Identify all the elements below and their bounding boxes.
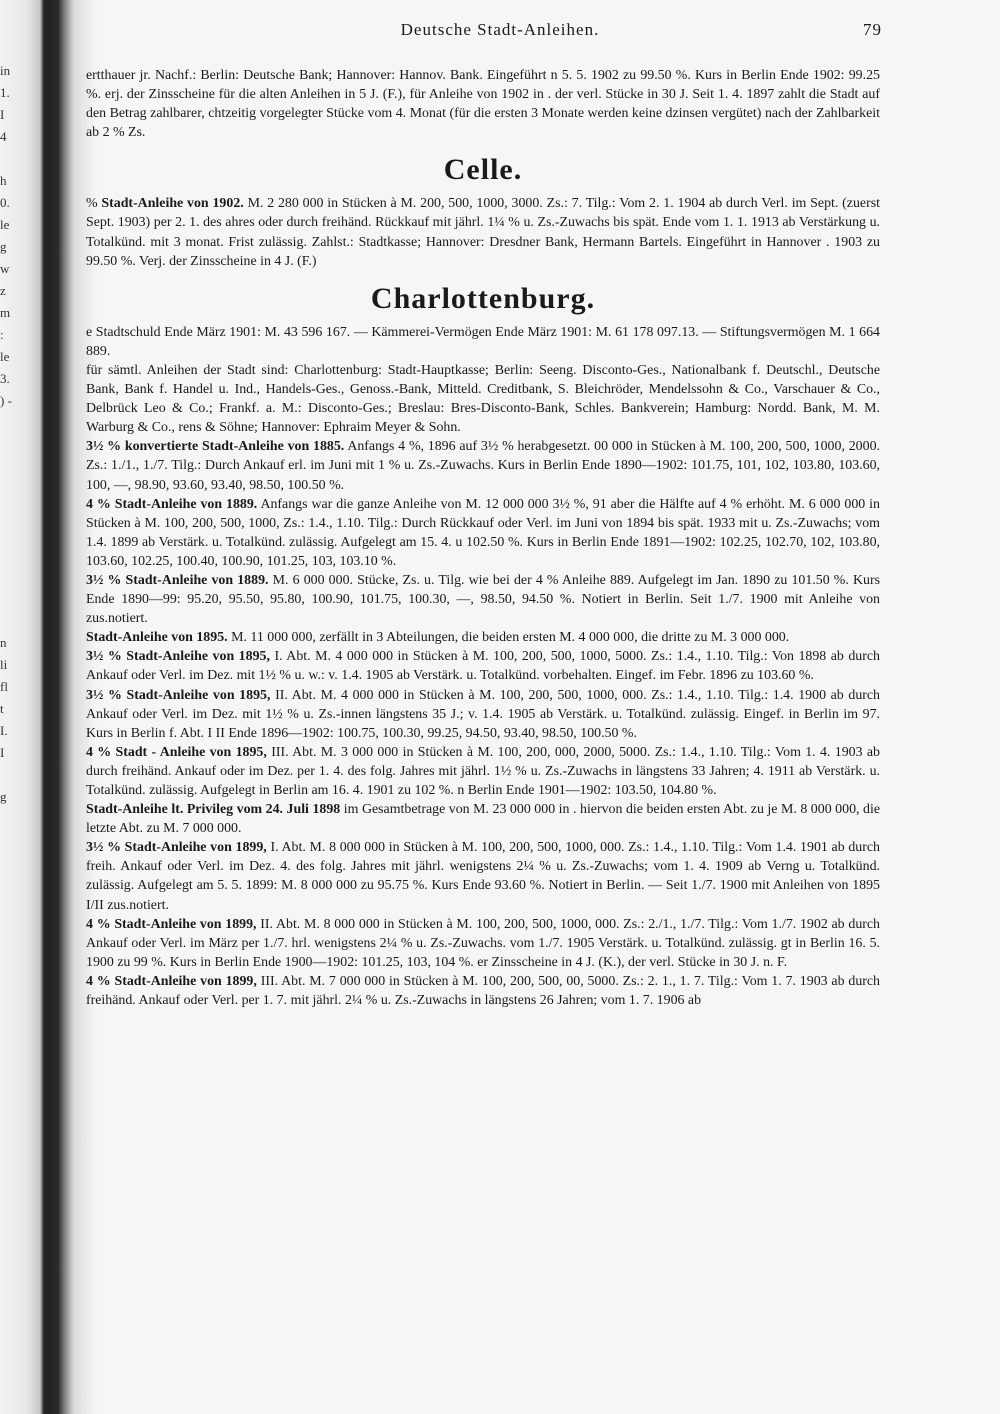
bond-1895-abt2-text: II. Abt. M. 4 000 000 in Stücken à M. 100, 200, 500, 1000, 000. Zs.: 1.4., 1.10. Tilg.: 1.4. 1900 ab durch Ankauf oder Verl. im Dez. mit 1½ % u. Zs.-innen längstens 35 J.; v. 1.4. 1905 ab Verstärk. u. Totalkünd. zulässig. Eingef. in Berlin im 97. Kurs in Berlin f. Abt. I II Ende 1896—1902: 100.75, 100.30, 99.25, 94.50, 93.40, 98.50, 100.50 %.	[86, 687, 880, 741]
margin-fragment: :	[0, 327, 4, 342]
margin-fragment	[0, 148, 30, 170]
margin-fragment: I.	[0, 723, 8, 738]
margin-fragment: z	[0, 283, 6, 298]
margin-fragment	[0, 566, 30, 588]
margin-fragment	[0, 434, 30, 456]
bond-1895-abt1-title: 3½ % Stadt-Anleihe von 1895,	[86, 649, 270, 665]
bond-privileg-1898-title: Stadt-Anleihe lt. Privileg vom 24. Juli 1898	[86, 802, 341, 818]
margin-fragment: fl	[0, 679, 8, 694]
bond-1899-abt3	[86, 972, 880, 1010]
margin-fragment: g	[0, 239, 7, 254]
margin-fragment	[0, 588, 30, 610]
margin-fragment: ) -	[0, 393, 12, 408]
bond-1899-abt1	[86, 838, 880, 914]
bond-1889-35pct	[86, 571, 880, 628]
margin-fragment: h	[0, 173, 7, 188]
section-heading-charlottenburg: Charlottenburg.	[370, 281, 596, 315]
margin-fragment: le	[0, 349, 10, 364]
margin-fragment: w	[0, 261, 10, 276]
margin-fragment	[0, 764, 30, 786]
bond-1899-abt1-text: I. Abt. M. 8 000 000 in Stücken à M. 100, 200, 500, 1000, 000. Zs.: 1.4., 1.10. Tilg.: Vom 1.4. 1901 ab durch freih. Ankauf oder Verl. im Dez. 4. des folg. Jahres mit jährl. wenigstens 2¼ % u. Zs.-Zuwachs; vom 1. 4. 1909 ab Verng u. Totalkünd. zulässig. Aufgelegt am 5. 5. 1899: M. 8 000 000 zu 95.75 %. Kurs Ende 93.60 %. Notiert in Berlin. — Seit 1./7. 1900 mit Anleihen von 1895 I/II zus.notiert.	[86, 840, 880, 913]
margin-fragment: I	[0, 745, 5, 760]
bond-1889-4pct-title: 4 % Stadt-Anleihe von 1889.	[86, 496, 258, 512]
bond-1895-text: M. 11 000 000, zerfällt in 3 Abteilungen, die beiden ersten M. 4 000 000, die dritte zu M. 3 000 000.	[231, 630, 790, 646]
bond-1885	[86, 437, 880, 494]
bond-1895-abt2	[86, 686, 880, 743]
bond-1899-abt2-text: II. Abt. M. 8 000 000 in Stücken à M. 100, 200, 500, 1000, 000. Zs.: 2./1., 1./7. Tilg.: Vom 1./7. 1902 ab durch Ankauf oder Verl. im März per 1./7. hrl. wenigstens 2¼ % u. Zs.-Zuwachs. vom 1./7. 1905 Verstärk. u. Totalkünd. zulässig. gt in Berlin 16. 5. 1900 zu 99 %. Kurs in Berlin Ende 1900—1902: 101.25, 103, 104 %. er Zinsscheine in 4 J. (K.), der verl. Stücke in 30 J. n. F.	[86, 916, 880, 970]
bond-1889-35pct-text: M. 6 000 000. Stücke, Zs. u. Tilg. wie bei der 4 % Anleihe 889. Aufgelegt im Jan. 1890 zu 101.50 %. Kurs Ende 1890—99: 95.20, 95.50, 95.80, 100.90, 101.75, 100.30, —, 98.50, 94.50 %. Notiert in Berlin. Seit 1./7. 1900 mit Anleihe von zus.notiert.	[86, 572, 880, 627]
page-header	[0, 20, 1000, 44]
section-heading-celle: Celle.	[443, 153, 523, 187]
bond-1899-abt1-title: 3½ % Stadt-Anleihe von 1899,	[86, 840, 267, 856]
bond-1889-35pct-title: 3½ % Stadt-Anleihe von 1889.	[86, 572, 269, 588]
bond-1895-abt3	[86, 743, 880, 800]
intro-paragraph: ertthauer jr. Nachf.: Berlin: Deutsche Bank; Hannover: Hannov. Bank. Eingeführt n 5. 5. 1902 zu 99.50 %. Kurs in Berlin Ende 1902: 99.25 %. erj. der Zinsscheine für die alten Anleihen in 5 J. (F.), für Anleihe von 1902 in . der verl. Stücke in 30 J. Seit 1. 4. 1897 zahlt die Stadt auf den Betrag zahlbarer, chtzeitig vorgelegter Stücke vom 4. Monat (für die ersten 3 Monate werden keine dzinsen vergütet) nach der Zahlbarkeit ab 2 % Zs.	[86, 68, 880, 141]
charlottenburg-paying-agents: für sämtl. Anleihen der Stadt sind: Charlottenburg: Stadt-Hauptkasse; Berlin: Seeng. Disconto-Ges., Nationalbank f. Deutschl., Deutsche Bank, Bank f. Handel u. Ind., Handels-Ges., Genoss.-Bank, Mitteld. Creditbank, S. Bleichröder, Mendelssohn & Co., Varschauer & Co., Delbrück Leo & Co.; Frankf. a. M.: Disconto-Ges.; Breslau: Bres-Disconto-Bank, Schles. Bankverein; Hamburg: Nordd. Bank, M. M. Warburg & Co., rens & Söhne; Hannover: Ephraim Meyer & Sohn.	[86, 362, 880, 436]
page-body	[86, 66, 880, 1010]
margin-fragment: 4	[0, 129, 7, 144]
celle-bond-title: Stadt-Anleihe von 1902.	[101, 196, 244, 212]
margin-fragment: 1.	[0, 85, 10, 100]
bond-1885-title: 3½ % konvertierte Stadt-Anleihe von 1885.	[86, 439, 345, 455]
charlottenburg-debt-summary: e Stadtschuld Ende März 1901: M. 43 596 167. — Kämmerei-Vermögen Ende März 1901: M. 61 178 097.13. — Stiftungsvermögen M. 1 664 889.	[86, 324, 880, 359]
margin-fragment	[0, 500, 30, 522]
margin-fragment: li	[0, 657, 8, 672]
margin-fragment: m	[0, 305, 11, 320]
margin-fragment	[0, 456, 30, 478]
margin-fragment	[0, 522, 30, 544]
margin-fragment: g	[0, 789, 7, 804]
page-number: 79	[863, 20, 882, 39]
bond-1885-text: Anfangs 4 %, 1896 auf 3½ % herabgesetzt. 00 000 in Stücken à M. 100, 200, 500, 1000, 2000. Zs.: 1./1., 1./7. Tilg.: Durch Ankauf erl. im Juni mit 1 % u. Zs.-Zuwachs. Kurs in Berlin Ende 1890—1902: 101.75, 101, 102, 103.80, 103.60, 100, —, 98.90, 93.60, 93.40, 98.50, 100.50 %.	[86, 439, 880, 493]
bond-1889-4pct-text: Anfangs war die ganze Anleihe von M. 12 000 000 3½ %, 91 aber die Hälfte auf 4 % erhöht. M. 6 000 000 in Stücken à M. 100, 200, 500, 1000, Zs.: 1.4., 1.10. Tilg.: Durch Rückkauf oder Verl. im Juni von 1894 bis spät. 1933 mit u. Zs.-Zuwachs; vom 1.4. 1899 ab Verstärk. u. Totalkünd. zulässig. Aufgelegt am 15. 4. u 102.50 %. Kurs in Berlin Ende 1891—1902: 102.25, 102.70, 102, 103.80, 103.60, 102.25, 100.40, 100.90, 101.25, 103, 103.10 %.	[86, 496, 880, 569]
bond-1895-abt1	[86, 647, 880, 685]
margin-fragment	[0, 412, 30, 434]
bond-1899-abt2-title: 4 % Stadt-Anleihe von 1899,	[86, 916, 257, 932]
margin-fragment: le	[0, 217, 10, 232]
bond-1889-4pct	[86, 495, 880, 571]
margin-fragment: I	[0, 107, 5, 122]
celle-paragraph	[86, 194, 880, 270]
margin-fragment	[0, 544, 30, 566]
celle-bond-text: M. 2 280 000 in Stücken à M. 200, 500, 1000, 3000. Zs.: 7. Tilg.: Vom 2. 1. 1904 ab durch Verl. im Sept. (zuerst Sept. 1903) per 2. 1. des ahres oder durch freihänd. Rückkauf mit jährl. 1¼ % u. Zs.-Zuwachs bis spät. Ende vom 1. 1. 1913 ab Verstärkung u. Totalkünd. mit 3 monat. Frist zulässig. Zahlst.: Stadtkasse; Hannover: Dresdner Bank, Hermann Bartels. Eingeführt in Hannover . 1903 zu 99.50 %. Verj. der Zinsscheine in 4 J. (F.)	[86, 196, 880, 269]
bond-privileg-1898-text: im Gesamtbetrage von M. 23 000 000 in . hiervon die beiden ersten Abt. zu je M. 8 000 000, die letzte Abt. zu M. 7 000 000.	[86, 802, 880, 837]
bond-1895-abt3-title: 4 % Stadt - Anleihe von 1895,	[86, 744, 267, 760]
margin-fragment: 0.	[0, 195, 10, 210]
margin-fragment: 3.	[0, 371, 10, 386]
bond-1895-abt2-title: 3½ % Stadt-Anleihe von 1895,	[86, 687, 271, 703]
celle-prefix: %	[86, 196, 98, 212]
margin-fragment	[0, 610, 30, 632]
margin-fragment: t	[0, 701, 4, 716]
bond-1899-abt3-text: III. Abt. M. 7 000 000 in Stücken à M. 100, 200, 500, 00, 5000. Zs.: 2. 1., 1. 7. Tilg.: Vom 1. 7. 1903 ab durch freihänd. Ankauf oder Verl. per 1. 7. mit jährl. 2¼ % u. Zs.-Zuwachs in längstens 26 Jahren; vom 1. 7. 1906 ab	[86, 973, 880, 1009]
bond-privileg-1898	[86, 800, 880, 838]
facing-page-margin-fragments	[0, 60, 30, 808]
bond-1895-title: Stadt-Anleihe von 1895.	[86, 630, 228, 646]
bond-1895-abt3-text: III. Abt. M. 3 000 000 in Stücken à M. 100, 200, 000, 2000, 5000. Zs.: 1.4., 1.10. Tilg.: Vom 1. 4. 1903 ab durch freihänd. Ankauf oder im Dez. per 1. 4. des folg. Jahres mit jährl. 1½ % u. Zs.-Zuwachs in längstens 33 Jahren; 4. 1911 ab Verstärk. u. Totalkünd. zulässig. Aufgelegt in Berlin am 16. 4. 1901 zu 102 %. n Berlin Ende 1901—1902: 103.50, 104.80 %.	[86, 744, 880, 798]
margin-fragment: n	[0, 635, 7, 650]
bond-1895-abt1-text: I. Abt. M. 4 000 000 in Stücken à M. 100, 200, 500, 1000, 5000. Zs.: 1.4., 1.10. Tilg.: Von 1898 ab durch Ankauf oder Verl. im Dez. mit 1½ % u. w.: v. 1.4. 1905 ab Verstärk. u. Totalkünd. vorbehalten. Eingef. im Febr. 1896 zu 103.60 %.	[86, 649, 880, 684]
bond-1899-abt3-title: 4 % Stadt-Anleihe von 1899,	[86, 973, 257, 989]
margin-fragment	[0, 478, 30, 500]
bond-1895	[86, 628, 880, 647]
margin-fragment: in	[0, 63, 11, 78]
bond-1899-abt2	[86, 915, 880, 972]
running-title: Deutsche Stadt-Anleihen.	[400, 20, 600, 39]
